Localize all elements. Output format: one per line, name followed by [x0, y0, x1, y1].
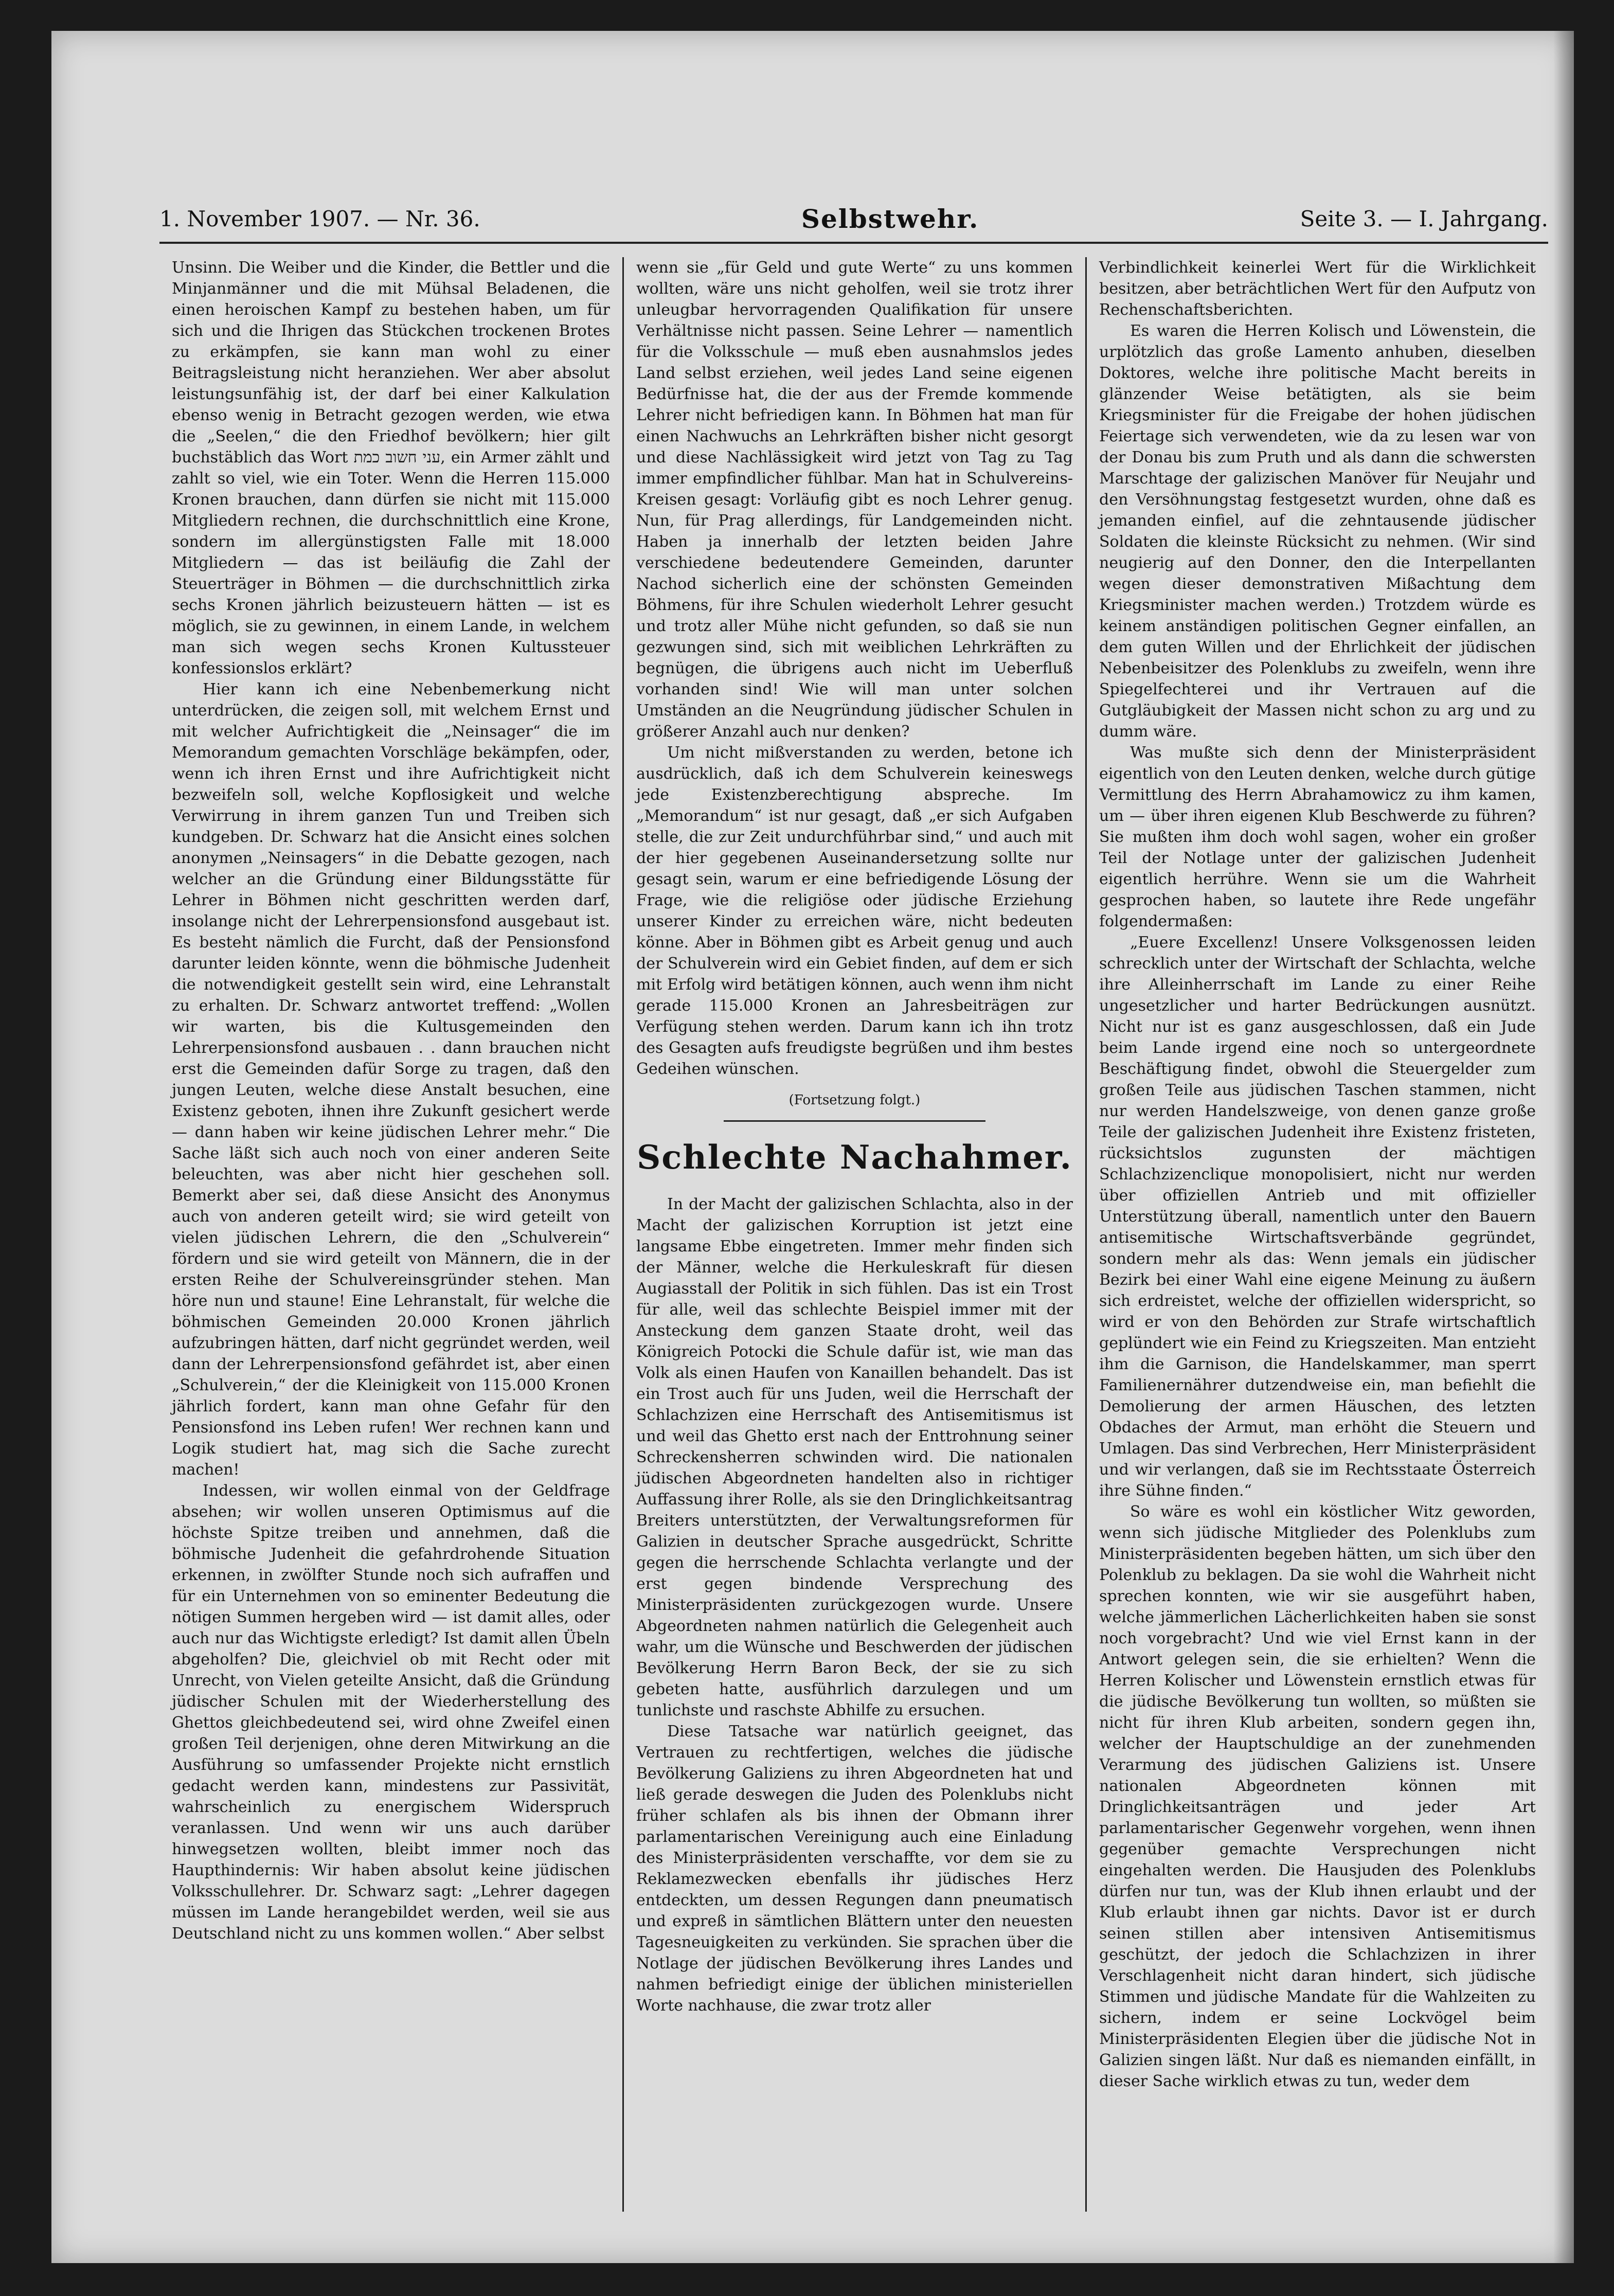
- paragraph: Diese Tatsache war natürlich geeignet, das Vertrauen zu rechtfertigen, welches die jüdische Bevölkerung Galiziens zu ihren Abgeordneten hat und ließ gerade deswegen die Juden des Polenklubs nicht früher schlafen als bis ihnen der Obmann ihrer parlamentarischen Vereinigung auch eine Einladung des Ministerpräsidenten verschaffte, vor dem sie zu Reklamezwecken ebenfalls ihr jüdisches Herz entdeckten, um dessen Regungen dann pneumatisch und expreß in sämtlichen Blättern unter den neuesten Tagesneuigkeiten zu verkünden. Sie sprachen über die Notlage der jüdischen Bevölkerung ihres Landes und nahmen befriedigt einige der üblichen ministeriellen Worte nachhause, die zwar trotz aller: [636, 1723, 1073, 2015]
- issue-date: 1. November 1907. — Nr. 36.: [159, 206, 480, 231]
- masthead: Selbstwehr.: [801, 203, 979, 234]
- paragraph: Es waren die Herren Kolisch und Löwenstein, die urplötzlich das große Lamento anhuben, dieselben Doktores, welche ihre politische Macht bereits in glänzender Weise betätigten, als sie beim Kriegsminister für die Freigabe der hohen jüdischen Feiertage sich verwendeten, wie da zu lesen war von der Donau bis zum Pruth und als dann die schwersten Marschtage der galizischen Manöver für Neujahr und den Versöhnungstag festgesetzt wurden, ohne daß es jemanden einfiel, auf die zehntausende jüdischer Soldaten die kleinste Rücksicht zu nehmen. (Wir sind neugierig auf den Donner, den die Interpellanten wegen dieser demonstrativen Mißachtung dem Kriegsminister machen werden.) Trotzdem würde es keinem anständigen politischen Gegner einfallen, an dem guten Willen und der Ehrlichkeit der jüdischen Nebenbeisitzer des Polenklubs zu zweifeln, wenn ihre Spiegelfechterei und ihr Vertrauen auf die Gutgläubigkeit der Massen nicht schon zu arg und zu dumm wäre.: [1099, 322, 1536, 741]
- page-info: Seite 3. — I. Jahrgang.: [1300, 206, 1548, 231]
- paragraph: Um nicht mißverstanden zu werden, betone ich ausdrücklich, daß ich dem Schulverein keineswegs jede Existenzberechtigung abspreche. Im „Memorandum“ ist nur gesagt, daß „er sich Aufgaben stelle, die zur Zeit undurchführbar sind,“ und auch mit der hier gegebenen Auseinandersetzung sollte nur gesagt sein, warum er eine befriedigende Lösung der Frage, wie die religiöse oder jüdische Erziehung unserer Kinder zu erreichen wäre, nicht bedeuten könne. Aber in Böhmen gibt es Arbeit genug und auch der Schulverein wird ein Gebiet finden, auf dem er sich mit Erfolg wird betätigen können, auch wenn ihm nicht gerade 115.000 Kronen an Jahresbeiträgen zur Verfügung stehen werden. Darum kann ich ihn trotz des Gesagten aufs freudigste begrüßen und ihm bestes Gedeihen wünschen.: [636, 744, 1073, 1078]
- paragraph: So wäre es wohl ein köstlicher Witz geworden, wenn sich jüdische Mitglieder des Polenklubs zum Ministerpräsidenten begeben hätten, um sich über den Polenklub zu beklagen. Da sie wohl die Wahrheit nicht sprechen konnten, wie wir sie ausgeführt haben, welche jämmerlichen Lächerlichkeiten haben sie sonst noch vorgebracht? Und wie viel Ernst kann in der Antwort gelegen sein, die sie erhielten? Wenn die Herren Kolischer und Löwenstein ernstlich etwas für die jüdische Bevölkerung tun wollten, so müßten sie nicht für ihren Klub arbeiten, sondern gegen ihn, welcher der Hauptschuldige an der zunehmenden Verarmung des jüdischen Galiziens ist. Unsere nationalen Abgeordneten können mit Dringlichkeitsanträgen und jeder Art parlamentarischer Gegenwehr vorgehen, wenn ihnen gegenüber gemachte Versprechungen nicht eingehalten werden. Die Hausjuden des Polenklubs dürfen nur tun, was der Klub ihnen erlaubt und der Klub erlaubt ihnen gar nichts. Davor ist er durch seinen stillen aber intensiven Antisemitismus geschützt, der jedoch die Schlachzizen in ihrer Verschlagenheit nicht daran hindert, sich jüdische Stimmen und jüdische Mandate für die Wahlzeiten zu sichern, indem er seine Lockvögel beim Ministerpräsidenten Elegien über die jüdische Not in Galizien singen läßt. Nur daß es niemanden einfällt, in dieser Sache wirklich etwas zu tun, weder dem: [1099, 1503, 1536, 2090]
- paragraph: Hier kann ich eine Nebenbemerkung nicht unterdrücken, die zeigen soll, mit welchem Ernst und mit welcher Aufrichtigkeit die „Neinsager“ die im Memorandum gemachten Vorschläge bekämpfen, oder, wenn ich ihren Ernst und ihre Aufrichtigkeit nicht bezweifeln soll, welche Kopflosigkeit und welche Verwirrung in ihrem ganzen Tun und Treiben sich kundgeben. Dr. Schwarz hat die Ansicht eines solchen anonymen „Neinsagers“ in die Debatte gezogen, nach welcher an die Gründung einer Bildungsstätte für Lehrer in Böhmen nicht geschritten werden darf, insolange nicht der Lehrerpensionsfond ausgebaut ist. Es besteht nämlich die Furcht, daß der Pensionsfond darunter leiden könnte, wenn die böhmische Judenheit die notwendigkeit gestellt sein wird, eine Lehranstalt zu erhalten. Dr. Schwarz antwortet treffend: „Wollen wir warten, bis die Kultusgemeinden den Lehrerpensionsfond ausbauen . . dann brauchen nicht erst die Gemeinden dafür Sorge zu tragen, daß den jungen Leuten, welche diese Anstalt besuchen, eine Existenz geboten, ihnen ihre Zukunft gesichert werde — dann haben wir keine jüdischen Lehrer mehr.“ Die Sache läßt sich auch noch von einer anderen Seite beleuchten, was aber nicht hier geschehen soll. Bemerkt aber sei, daß diese Ansicht des Anonymus auch von anderen geteilt wird; sie wird geteilt von vielen jüdischen Lehrern, die den „Schulverein“ fördern und sie wird geteilt von Männern, die in der ersten Reihe der Schulvereinsgründer stehen. Man höre nun und staune! Eine Lehranstalt, für welche die böhmischen Gemeinden 20.000 Kronen jährlich aufzubringen hätten, darf nicht gegründet werden, weil dann der Lehrerpensionsfond gefährdet ist, aber einen „Schulverein,“ der die Kleinigkeit von 115.000 Kronen jährlich fordert, kann man ohne Gefahr für den Pensionsfond ins Leben rufen! Wer rechnen kann und Logik studiert hat, mag sich die Sache zurecht machen!: [172, 680, 610, 1479]
- paragraph: wenn sie „für Geld und gute Werte“ zu uns kommen wollten, wäre uns nicht geholfen, weil sie trotz ihrer unleugbar hervorragenden Qualifikation für unsere Verhältnisse nicht passen. Seine Lehrer — namentlich für die Volksschule — muß eben ausnahmslos jedes Land selbst erziehen, weil jedes Land seine eigenen Bedürfnisse hat, die der aus der Fremde kommende Lehrer nicht befriedigen kann. In Böhmen hat man für einen Nachwuchs an Lehrkräften bisher nicht gesorgt und diese Nachlässigkeit wird jetzt von Tag zu Tag immer empfindlicher fühlbar. Man hat in Schulvereins-Kreisen gesagt: Vorläufig gibt es noch Lehrer genug. Nun, für Prag allerdings, für Landgemeinden nicht. Haben ja innerhalb der letzten beiden Jahre verschiedene bedeutendere Gemeinden, darunter Nachod sicherlich eine der schönsten Gemeinden Böhmens, für ihre Schulen wiederholt Lehrer gesucht und trotz aller Mühe nicht gefunden, so daß sie nun gezwungen sind, sich mit weiblichen Lehrkräften zu begnügen, die übrigens auch nicht im Ueberfluß vorhanden sind! Wie will man unter solchen Umständen an die Neugründung jüdischer Schulen in größerer Anzahl auch nur denken?: [636, 259, 1073, 741]
- paragraph: Verbindlichkeit keinerlei Wert für die Wirklichkeit besitzen, aber beträchtlichen Wert für den Aufputz von Rechenschaftsberichten.: [1099, 259, 1536, 319]
- continuation-note: (Fortsetzung folgt.): [788, 1092, 921, 1108]
- paragraph: Indessen, wir wollen einmal von der Geldfrage absehen; wir wollen unseren Optimismus auf die höchste Spitze treiben und annehmen, daß die böhmische Judenheit die gefahrdrohende Situation erkennen, in zwölfter Stunde noch sich aufraffen und für ein Unternehmen von so eminenter Bedeutung die nötigen Summen hergeben wird — ist damit alles, oder auch nur das Wichtigste erledigt? Ist damit allen Übeln abgeholfen? Die, gleichviel ob mit Recht oder mit Unrecht, von Vielen geteilte Ansicht, daß die Gründung jüdischer Schulen mit der Wiederherstellung des Ghettos gleichbedeutend sei, wird ohne Zweifel einen großen Teil derjenigen, ohne deren Mitwirkung an die Ausführung so umfassender Projekte nicht ernstlich gedacht werden kann, mindestens zur Passivität, wahrscheinlich zu energischem Widerspruch veranlassen. Und wenn wir uns auch darüber hinwegsetzen wollten, bleibt immer noch das Haupthindernis: Wir haben absolut keine jüdischen Volksschullehrer. Dr. Schwarz sagt: „Lehrer dagegen müssen im Lande herangebildet werden, weil sie aus Deutschland nicht zu uns kommen wollen.“ Aber selbst: [172, 1482, 610, 1943]
- paragraph: Unsinn. Die Weiber und die Kinder, die Bettler und die Minjanmänner und die mit Mühsal Beladenen, die einen heroischen Kampf zu bestehen haben, um für sich und die Ihrigen das Stückchen trockenen Brotes zu erkämpfen, sie kann man wohl zu einer Beitragsleistung nicht heranziehen. Wer aber absolut leistungsunfähig ist, der darf bei einer Kalkulation ebenso wenig in Betracht gezogen werden, wie etwa die „Seelen,“ die den Friedhof bevölkern; hier gilt buchstäblich das Wort עני חשוב כמת, ein Armer zählt und zahlt so viel, wie ein Toter. Wenn die Herren 115.000 Kronen brauchen, dann dürfen sie nicht mit 115.000 Mitgliedern rechnen, die durchschnittlich eine Krone, sondern im allergünstigsten Falle mit 18.000 Mitgliedern — das ist beiläufig die Zahl der Steuerträger in Böhmen — die durchschnittlich zirka sechs Kronen jährlich beizusteuern hätten — ist es möglich, sie zu gewinnen, in einem Lande, in welchem man sich wegen sechs Kronen Kultussteuer konfessionslos erklärt?: [172, 259, 610, 677]
- page-edge-shadow: [1553, 31, 1574, 2263]
- divider: [724, 1120, 985, 1122]
- column-1: [159, 257, 622, 2212]
- column-3: [1085, 257, 1548, 2212]
- paragraph: In der Macht der galizischen Schlachta, also in der Macht der galizischen Korruption ist jetzt eine langsame Ebbe eingetreten. Immer mehr finden sich der Männer, welche die Herkuleskraft für diesen Augiasstall der Politik in sich fühlen. Das ist ein Trost für alle, weil das schlechte Beispiel immer mit der Ansteckung dem ganzen Staate droht, weil das Königreich Potocki die Schule dafür ist, wie man das Volk als einen Haufen von Kanaillen behandelt. Das ist ein Trost auch für uns Juden, weil die Herrschaft der Schlachzizen eine Herrschaft des Antisemitismus ist und weil das Ghetto erst nach der Enttrohnung seiner Schreckensherren schwinden wird. Die nationalen jüdischen Abgeordneten handelten also in richtiger Auffassung ihrer Rolle, als sie den Dringlichkeitsantrag Breiters unterstützten, der Verwaltungsreformen für Galizien in deutscher Sprache ausgedrückt, Schritte gegen die herrschende Schlachta verlangte und der erst gegen bindende Versprechung des Ministerpräsidenten zurückgezogen wurde. Unsere Abgeordneten nahmen natürlich die Gelegenheit auch wahr, um die Wünsche und Beschwerden der jüdischen Bevölkerung Herrn Baron Beck, der sie zu sich gebeten hatte, ausführlich darzulegen und um tunlichste und raschste Abhilfe zu ersuchen.: [636, 1195, 1073, 1719]
- article-title: Schlechte Nachahmer.: [637, 1138, 1072, 1177]
- page-header: [159, 195, 1548, 244]
- column-2: [622, 257, 1085, 2212]
- text-columns: [159, 257, 1548, 2212]
- newspaper-page: [51, 31, 1574, 2263]
- paragraph: „Euere Excellenz! Unsere Volksgenossen leiden schrecklich unter der Wirtschaft der Schlachta, welche ihre Alleinherrschaft im Lande zu einer Reihe ungesetzlicher und harter Bedrückungen ausnützt. Nicht nur ist es ganz ausgeschlossen, daß ein Jude beim Lande irgend eine noch so untergeordnete Beschäftigung findet, obwohl die Steuergelder zum großen Teile aus jüdischen Taschen stammen, nicht nur werden Handelszweige, von denen ganze große Teile der galizischen Judenheit ihre Existenz fristeten, rücksichtslos zugunsten der mächtigen Schlachzizenclique monopolisiert, nicht nur werden über offiziellen Antrieb und mit offizieller Unterstützung überall, namentlich unter den Bauern antisemitische Wirtschaftsverbände gegründet, sondern mehr als das: Wenn jemals ein jüdischer Bezirk bei einer Wahl eine eigene Meinung zu äußern sich erdreistet, welche der offiziellen widerspricht, so wird er von den Behörden zur Strafe wirtschaftlich geplündert wie ein Feind zu Kriegszeiten. Man entzieht ihm die Garnison, die Handelskammer, man sperrt Familienernährer dutzendweise ein, man befiehlt die Demolierung der armen Häuschen, des letzten Obdaches der Armut, man erhöht die Steuern und Umlagen. Das sind Verbrechen, Herr Ministerpräsident und wir verlangen, daß sie im Rechtsstaate Österreich ihre Sühne finden.“: [1099, 934, 1536, 1500]
- paragraph: Was mußte sich denn der Ministerpräsident eigentlich von den Leuten denken, welche durch gütige Vermittlung des Herrn Abrahamowicz zu ihm kamen, um — über ihren eigenen Klub Beschwerde zu führen? Sie mußten ihm doch wohl sagen, woher ein großer Teil der Notlage unter der galizischen Judenheit eigentlich herrühre. Wenn sie um die Wahrheit gesprochen haben, so lautete ihre Rede ungefähr folgendermaßen:: [1099, 744, 1536, 930]
